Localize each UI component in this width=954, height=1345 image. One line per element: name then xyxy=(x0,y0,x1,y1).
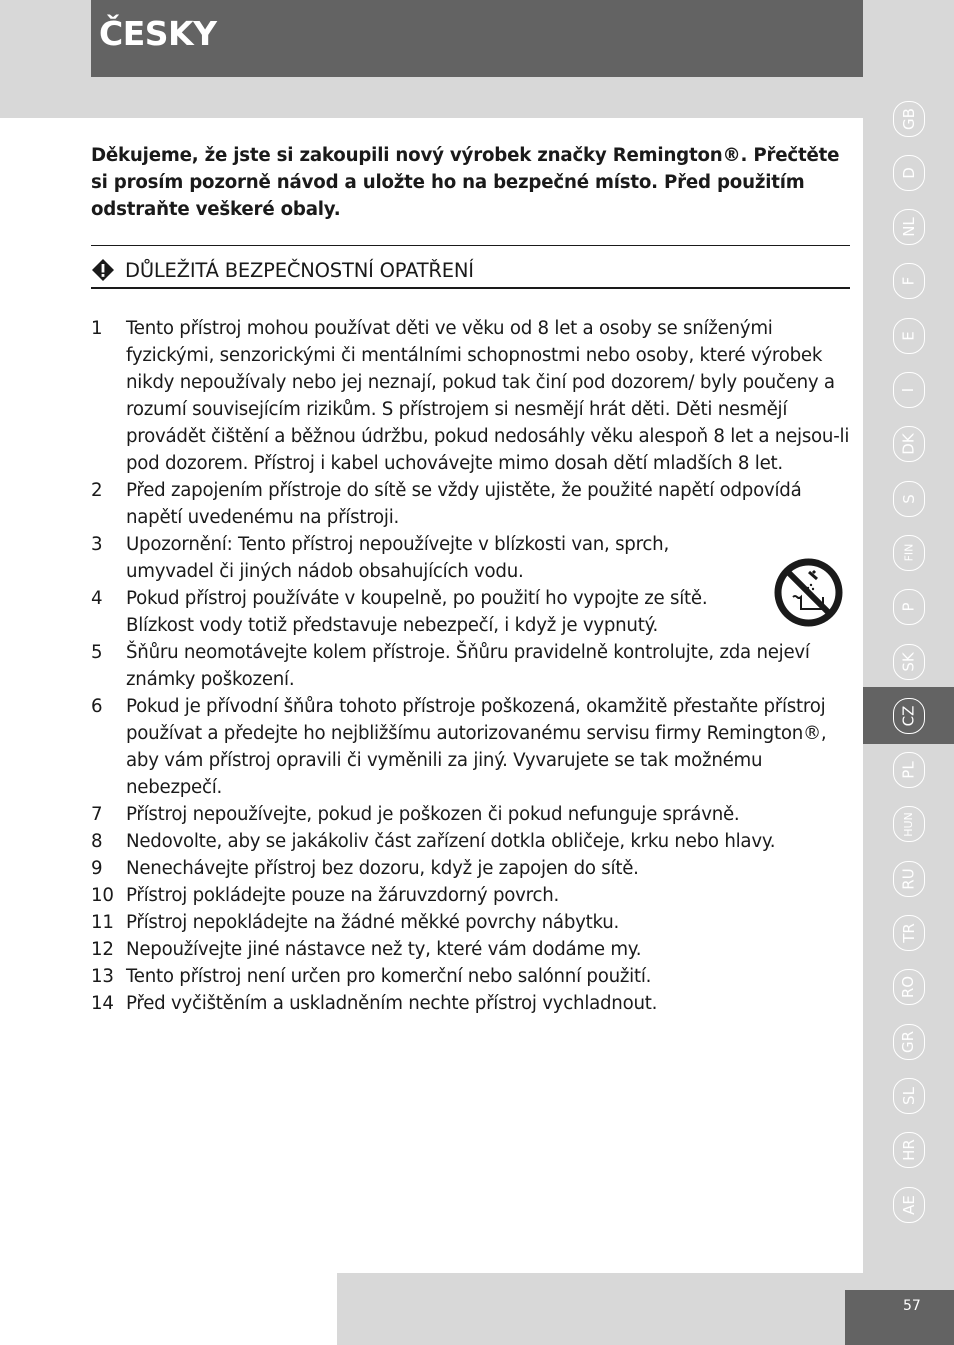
list-item-text: Pokud je přívodní šňůra tohoto přístroje poškozená, okamžitě přestaňte přístroj používat a předejte ho nejbližšímu autorizovanému servisu firmy Remington®, aby vám přístroj opravili či vyměnili za jiný. Vyvarujete se tak možnému nebezpečí. xyxy=(126,696,827,798)
tab-label: E xyxy=(899,330,918,341)
list-item-number: 4 xyxy=(91,588,103,609)
tab-badge xyxy=(893,806,925,842)
tab-p[interactable] xyxy=(863,579,954,636)
list-item-text: Před zapojením přístroje do sítě se vždy ujistěte, že použité napětí odpovídá napětí uvedenému na přístroji. xyxy=(126,480,802,528)
list-item-number: 12 xyxy=(91,939,114,960)
tab-dk[interactable] xyxy=(863,416,954,473)
tab-badge xyxy=(893,1187,925,1223)
tab-ae[interactable] xyxy=(863,1176,954,1233)
tab-gb[interactable] xyxy=(863,90,954,147)
list-item-number: 11 xyxy=(91,912,114,933)
tab-ru[interactable] xyxy=(863,850,954,907)
tab-label: RO xyxy=(899,976,918,999)
list-item-text: Přístroj pokládejte pouze na žáruvzdorný povrch. xyxy=(126,885,560,906)
tab-label: AE xyxy=(899,1194,918,1215)
list-item-number: 14 xyxy=(91,993,114,1014)
list-item-number: 10 xyxy=(91,885,114,906)
list-item xyxy=(91,828,851,855)
list-item xyxy=(91,909,851,936)
tab-label: P xyxy=(899,602,918,612)
tab-badge xyxy=(893,101,925,137)
list-item xyxy=(91,639,851,693)
tab-label: D xyxy=(899,167,918,179)
list-item xyxy=(91,585,851,639)
list-item-number: 1 xyxy=(91,318,103,339)
intro-paragraph: Děkujeme, že jste si zakoupili nový výrobek značky Remington®. Přečtěte si prosím pozorně návod a uložte ho na bezpečné místo. Před použitím odstraňte veškeré obaly. xyxy=(91,145,840,220)
tab-label: RU xyxy=(899,867,918,890)
list-item-text: Nenechávejte přístroj bez dozoru, když je zapojen do sítě. xyxy=(126,858,639,879)
tab-badge xyxy=(893,644,925,680)
tab-label: NL xyxy=(899,217,918,237)
tab-label: F xyxy=(899,277,918,286)
tab-badge xyxy=(893,155,925,191)
section-heading xyxy=(91,256,474,284)
tab-nl[interactable] xyxy=(863,199,954,256)
list-item xyxy=(91,936,851,963)
tab-badge xyxy=(893,1132,925,1168)
list-item-number: 2 xyxy=(91,480,103,501)
tab-badge xyxy=(893,1078,925,1114)
tab-label: SK xyxy=(899,651,918,672)
section-title: DŮLEŽITÁ BEZPEČNOSTNÍ OPATŘENÍ xyxy=(125,258,474,282)
tab-label: HR xyxy=(899,1139,918,1162)
tab-badge xyxy=(893,209,925,245)
list-item xyxy=(91,477,851,531)
tab-d[interactable] xyxy=(863,144,954,201)
no-water-icon xyxy=(773,557,844,628)
page-footer-band xyxy=(337,1273,863,1345)
list-item-text: Přístroj nepokládejte na žádné měkké povrchy nábytku. xyxy=(126,912,620,933)
list-item-number: 6 xyxy=(91,696,103,717)
tab-badge xyxy=(893,589,925,625)
tab-tr[interactable] xyxy=(863,905,954,962)
tab-label: PL xyxy=(899,761,918,779)
tab-hr[interactable] xyxy=(863,1122,954,1179)
page-number: 57 xyxy=(903,1298,921,1314)
tab-label: FIN xyxy=(902,543,915,562)
tab-badge xyxy=(893,481,925,517)
section-rule-bottom xyxy=(91,287,850,289)
list-item-text: Šňůru neomotávejte kolem přístroje. Šňůru pravidelně kontrolujte, zda nejeví známky poškození. xyxy=(126,642,810,690)
list-item xyxy=(91,801,851,828)
tab-sk[interactable] xyxy=(863,633,954,690)
tab-cz[interactable] xyxy=(863,687,954,744)
tab-badge xyxy=(893,372,925,408)
tab-sl[interactable] xyxy=(863,1067,954,1124)
section-rule-top xyxy=(91,245,850,246)
list-item xyxy=(91,990,851,1017)
page-number-box xyxy=(845,1290,954,1345)
tab-pl[interactable] xyxy=(863,742,954,799)
list-item-text: Upozornění: Tento přístroj nepoužívejte v blízkosti van, sprch, umyvadel či jiných nádob obsahujících vodu. xyxy=(126,534,669,582)
tab-label: HUN xyxy=(902,812,915,837)
tab-label: GR xyxy=(899,1030,918,1053)
tab-badge xyxy=(893,752,925,788)
list-item-text: Přístroj nepoužívejte, pokud je poškozen či pokud nefunguje správně. xyxy=(126,804,740,825)
list-item-text: Před vyčištěním a uskladněním nechte přístroj vychladnout. xyxy=(126,993,658,1014)
tab-label: TR xyxy=(899,923,918,943)
tab-label: I xyxy=(899,387,918,393)
list-item-number: 8 xyxy=(91,831,103,852)
list-item-number: 5 xyxy=(91,642,103,663)
tab-gr[interactable] xyxy=(863,1013,954,1070)
tab-label: GB xyxy=(899,107,918,130)
tab-badge xyxy=(893,318,925,354)
list-item-text: Tento přístroj mohou používat děti ve věku od 8 let a osoby se sníženými fyzickými, senzorickými či mentálními schopnostmi nebo osoby, které výrobek nikdy nepoužívaly nebo jej neznají, pokud tak činí pod dozorem/ byly poučeny a rozumí souvisejícím rizikům. S přístrojem si nesmějí hrát děti. Děti nesmějí provádět čištění a běžnou údržbu, pokud nedosáhly věku alespoň 8 let a nejsou-li pod dozorem. Přístroj i kabel uchovávejte mimo dosah dětí mladších 8 let. xyxy=(126,318,850,474)
tab-badge xyxy=(893,698,925,734)
list-item-text: Nepoužívejte jiné nástavce než ty, které vám dodáme my. xyxy=(126,939,642,960)
tab-badge xyxy=(893,915,925,951)
tab-f[interactable] xyxy=(863,253,954,310)
page-title: ČESKY xyxy=(99,14,217,53)
list-item xyxy=(91,531,851,585)
tab-badge xyxy=(893,426,925,462)
tab-e[interactable] xyxy=(863,307,954,364)
title-bar xyxy=(91,0,863,77)
tab-hun[interactable] xyxy=(863,796,954,853)
tab-badge xyxy=(893,535,925,571)
list-item-number: 13 xyxy=(91,966,114,987)
safety-list xyxy=(91,315,851,1017)
tab-label: SL xyxy=(899,1086,918,1105)
page-footer-left xyxy=(0,1273,337,1345)
list-item xyxy=(91,693,851,801)
tab-badge xyxy=(893,861,925,897)
tab-s[interactable] xyxy=(863,470,954,527)
tab-badge xyxy=(893,263,925,299)
tab-label: S xyxy=(899,493,918,504)
list-item-number: 7 xyxy=(91,804,103,825)
tab-fin[interactable] xyxy=(863,524,954,581)
list-item-number: 9 xyxy=(91,858,103,879)
list-item xyxy=(91,882,851,909)
list-item-text: Tento přístroj není určen pro komerční nebo salónní použití. xyxy=(126,966,652,987)
list-item-number: 3 xyxy=(91,534,103,555)
warning-icon xyxy=(91,258,115,282)
list-item xyxy=(91,315,851,477)
list-item-text: Pokud přístroj používáte v koupelně, po použití ho vypojte ze sítě. Blízkost vody totiž představuje nebezpečí, i když je vypnutý. xyxy=(126,588,708,636)
list-item xyxy=(91,963,851,990)
list-item xyxy=(91,855,851,882)
tab-badge xyxy=(893,969,925,1005)
tab-badge xyxy=(893,1024,925,1060)
list-item-text: Nedovolte, aby se jakákoliv část zařízení dotkla obličeje, krku nebo hlavy. xyxy=(126,831,776,852)
tab-label: DK xyxy=(899,433,918,455)
tab-i[interactable] xyxy=(863,362,954,419)
tab-ro[interactable] xyxy=(863,959,954,1016)
tab-label: CZ xyxy=(899,705,918,727)
